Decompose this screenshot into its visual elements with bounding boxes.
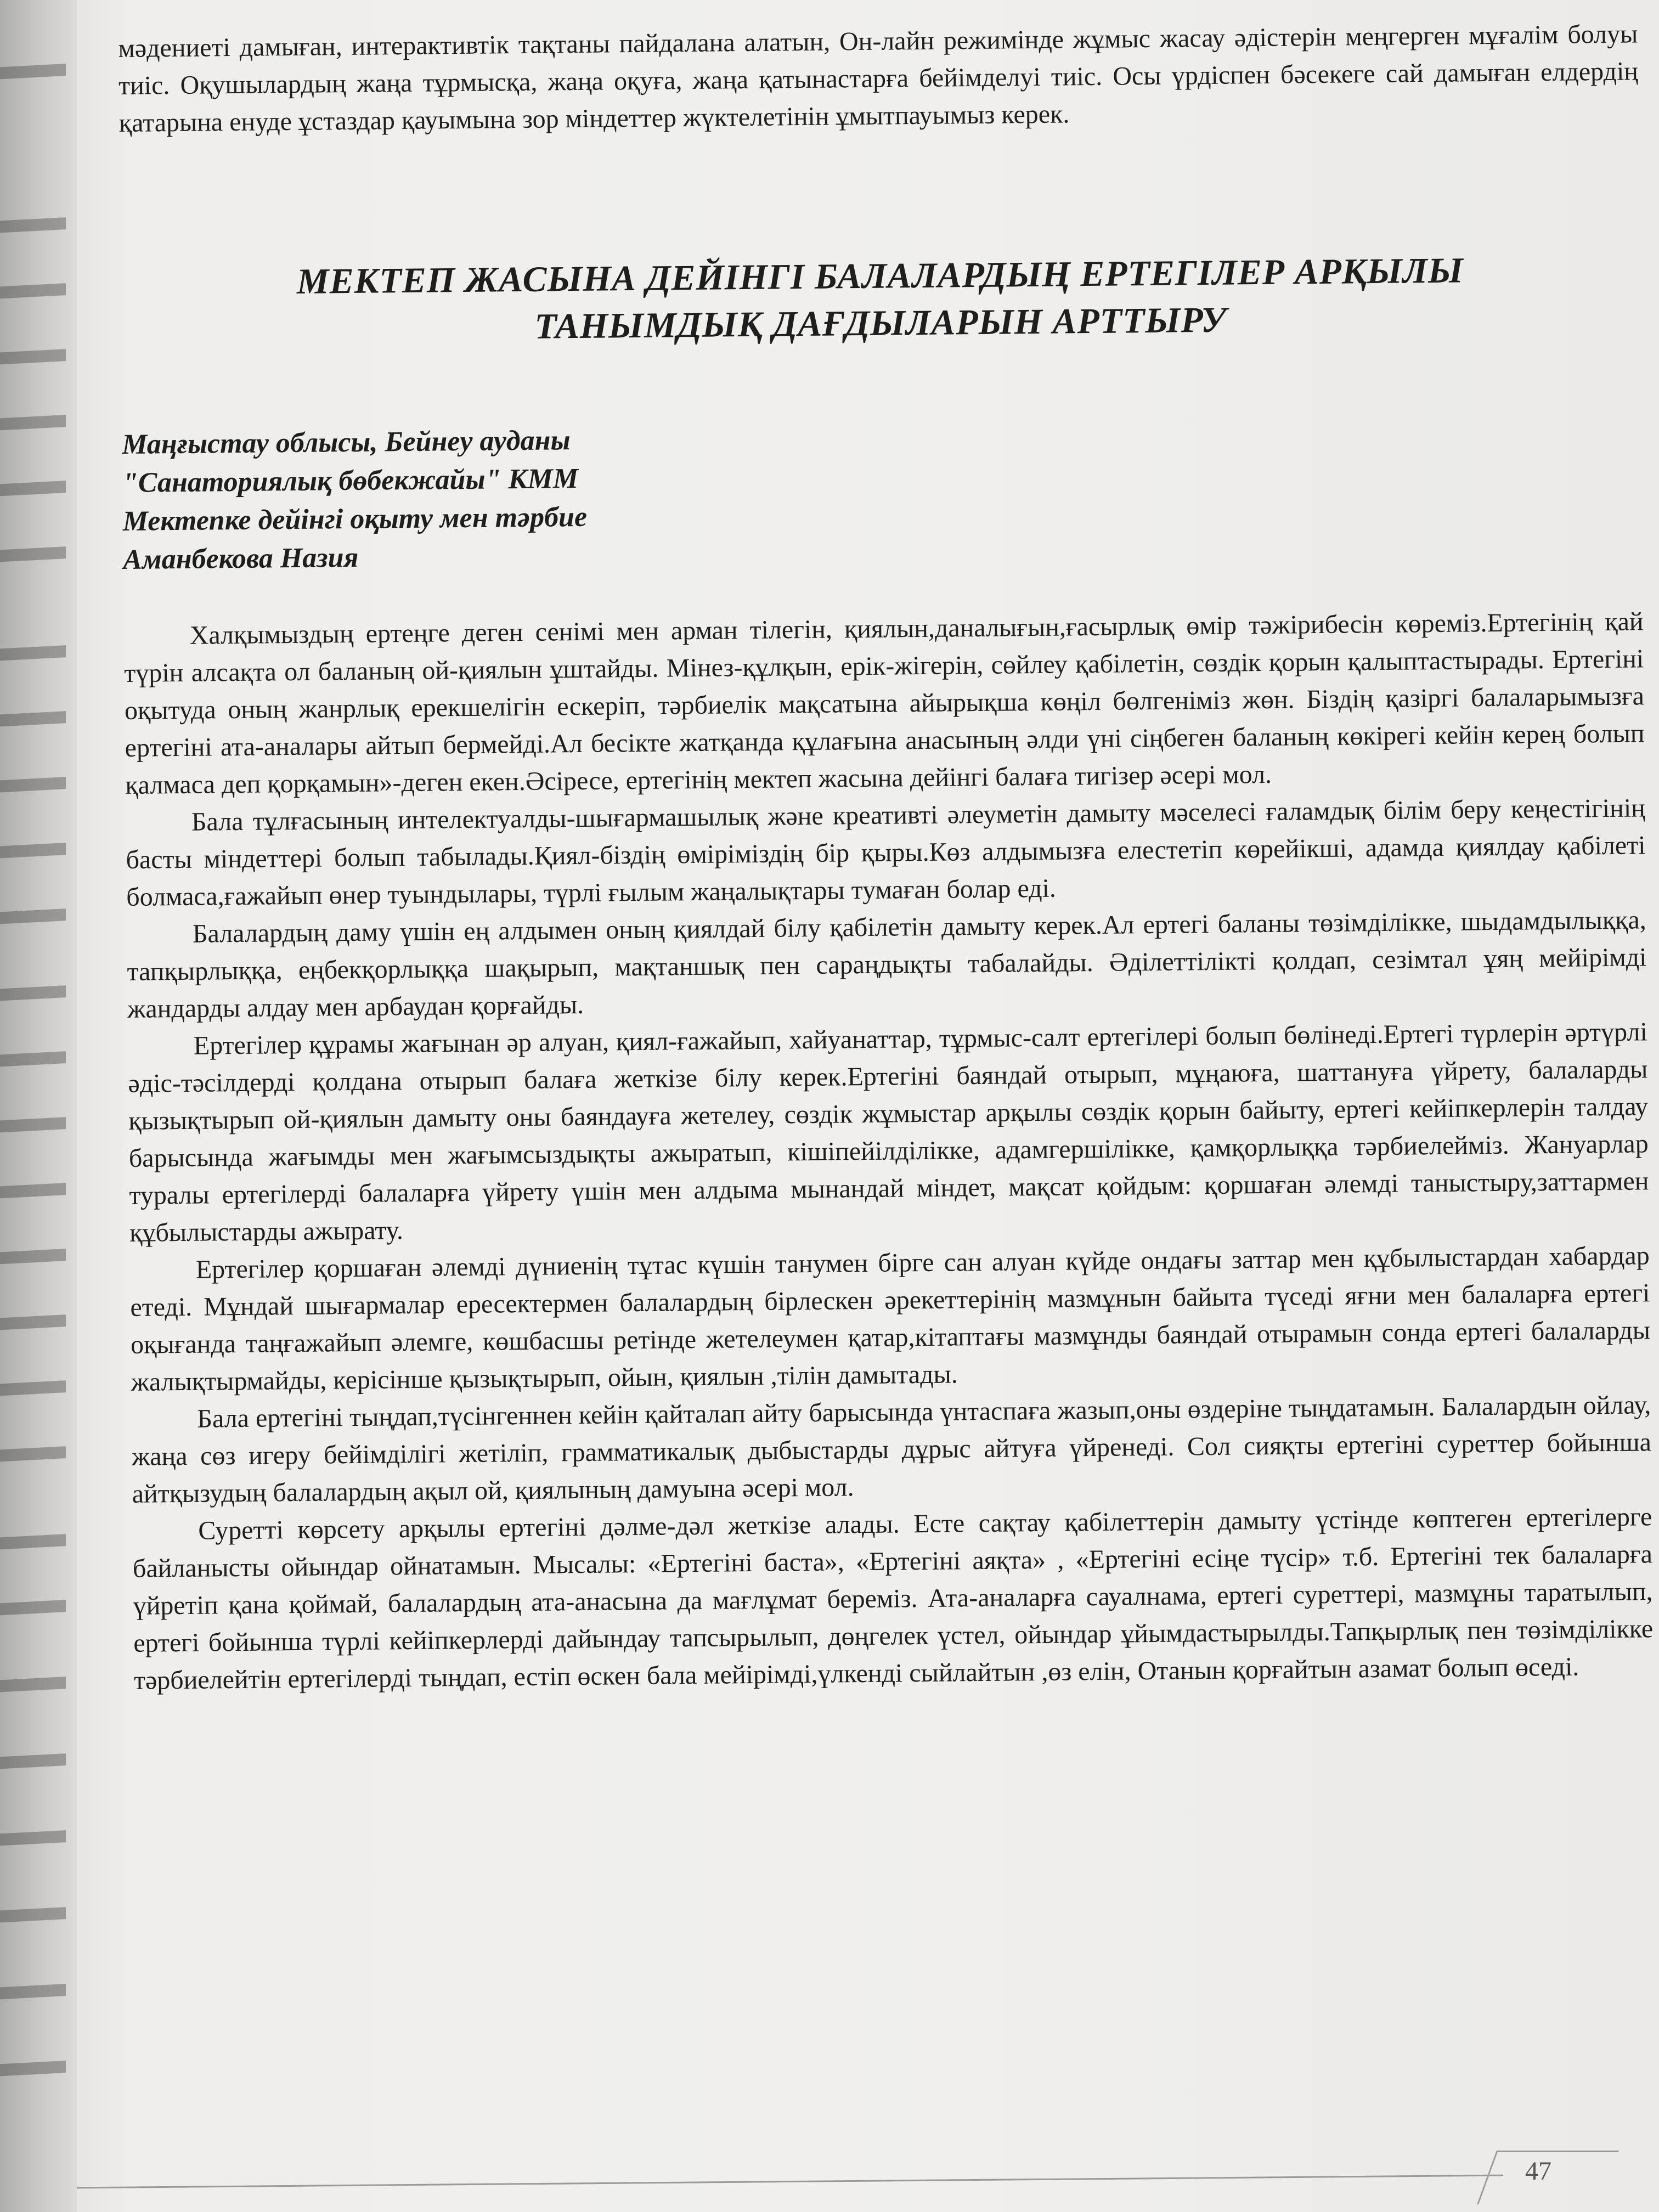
article-title-line-2: ТАНЫМДЫҚ ДАҒДЫЛАРЫН АРТТЫРУ [534,300,1227,347]
article-title-line-1: МЕКТЕП ЖАСЫНА ДЕЙІНГІ БАЛАЛАРДЫҢ ЕРТЕГІЛЕР АРҚЫЛЫ [296,250,1464,302]
body-paragraph: Бала ертегіні тыңдап,түсінгеннен кейін қайталап айту барысында үнтаспаға жазып,оны өздеріне тыңдатамын. Балалардын ойлау, жаңа сөз игеру бейімділігі жетіліп, грамматикалық дыбыстарды дұрыс айтуға үйренеді. Сол сияқты ертегіні суреттер бойынша айтқызудың балалардың ақыл ой, қиялының дамуына әсері мол. [131,1390,1652,1509]
body-paragraph: Суретті көрсету арқылы ертегіні дәлме-дәл жеткізе алады. Есте сақтау қабілеттерін дамыту үстінде көптеген ертегілерге байланысты ойындар ойнатамын. Мысалы: «Ертегіні баста», «Ертегіні аяқта» , «Ертегіні есіңе түсір» т.б. Ертегіні тек балаларға үйретіп қана қоймай, балалардың ата-анасына да мағлұмат береміз. Ата-аналарға сауалнама, ертегі суреттері, мазмұны таратылып, ертегі бойынша түрлі кейіпкерлерді дайындау тапсырылып, дөңгелек үстел, ойындар ұйымдастырылды.Тапқырлық пен төзімділікке тәрбиелейтін ертегілерді тыңдап, естіп өскен бала мейірімді,үлкенді сыйлайтын ,өз елін, Отанын қорғайтын азамат болып өседі. [132,1502,1654,1695]
author-organization: "Санаториялық бөбекжайы" КММ [122,462,579,499]
intro-paragraph: мәдениеті дамыған, интерактивтік тақтаны пайдалана алатын, Он-лайн режимінде жұмыс жасау әдістерін меңгерген мұғалім болуы тиіс. Оқушылардың жаңа тұрмысқа, жаңа оқуға, жаңа қатынастарға бейімделуі тиіс. Осы үрдіспен бәсекеге сай дамыған елдердің қатарына енуде ұстаздар қауымына зор міндеттер жүктелетінін ұмытпауымыз керек. [118,19,1639,138]
author-block [122,411,1643,579]
article-body [123,603,1654,1699]
body-paragraph: Ертегілер қоршаған әлемді дүниенің тұтас күшін танумен бірге сан алуан күйде ондағы заттар мен құбылыстардан хабардар етеді. Мұндай шығармалар ересектермен балалардың бірлескен әрекеттерінің мазмұнын байыта түседі яғни мен балаларға ертегі оқығанда таңғажайып әлемге, көшбасшы ретінде жетелеумен қатар,кітаптағы мазмұнды баяндай отырамын сонда ертегі балаларды жалықтырмайды, керісінше қызықтырып, ойын, қиялын ,тілін дамытады. [130,1241,1651,1397]
body-paragraph: Ертегілер құрамы жағынан әр алуан, қиял-ғажайып, хайуанаттар, тұрмыс-салт ертегілері болып бөлінеді.Ертегі түрлерін әртүрлі әдіс-тәсілдерді қолдана отырып балаға жеткізе білу керек.Ертегіні баяндай отырып, мұңаюға, шаттануға үйрету, балаларды қызықтырып ой-қиялын дамыту оны баяндауға жетелеу, сөздік жұмыстар арқылы сөздік қорын байыту, ертегі кейіпкерлерін талдау барысында жағымды мен жағымсыздықты ажыратып, кішіпейілділікке, адамгершілікке, қамқорлыққа тәрбиелейміз. Жануарлар туралы ертегілерді балаларға үйрету үшін мен алдыма мынандай міндет, мақсат қойдым: қоршаған әлемді таныстыру,заттармен құбылыстарды ажырату. [128,1017,1649,1248]
previous-page-edge [0,0,66,2212]
article-title [120,245,1641,354]
author-name: Аманбекова Назия [123,541,359,575]
footer-rule [77,2175,1503,2189]
author-position: Мектепке дейінгі оқыту мен тәрбие [122,501,588,537]
body-paragraph: Бала тұлғасының интелектуалды-шығармашылық және креативті әлеуметін дамыту мәселесі ғаламдық білім беру кеңестігінің басты міндеттері болып табылады.Қиял-біздің өміріміздің бір қыры.Көз алдымызға елестетіп көрейікші, адамда қиялдау қабілеті болмаса,ғажайып өнер туындылары, түрлі ғылым жаңалықтары тумаған болар еді. [126,793,1646,912]
body-paragraph: Балалардың даму үшін ең алдымен оның қиялдай білу қабілетін дамыту керек.Ал ертегі баланы төзімділікке, шыдамдылыққа, тапқырлыққа, еңбекқорлыққа шақырып, мақтаншық пен сараңдықты табалайды. Әділеттілікті қолдап, сезімтал ұяң мейірімді жандарды алдау мен арбаудан қорғайды. [127,905,1647,1024]
page-number: 47 [1525,2157,1551,2186]
intro-section [118,15,1639,142]
body-paragraph: Халқымыздың ертеңге деген сенімі мен арман тілегін, қиялын,даналығын,ғасырлық өмір тәжірибесін көреміз.Ертегінің қай түрін алсақта ол баланың ой-қиялын ұштайды. Мінез-құлқын, ерік-жігерін, сөйлеу қабілетін, сөздік қорын қалыптастырады. Ертегіні оқытуда оның жанрлық ерекшелігін ескеріп, тәрбиелік мақсатына айырықша көңіл бөлгеніміз жөн. Біздің қазіргі балаларымызға ертегіні ата-аналары айтып бермейді.Ал бесікте жатқанда құлағына анасының әлди үні сіңбеген баланың көкірегі кейін керең болып қалмаса деп қорқамын»-деген екен.Әсіресе, ертегінің мектеп жасына дейінгі балаға тигізер әсері мол. [124,607,1645,800]
page-content [118,10,1654,1699]
author-region: Маңғыстау облысы, Бейнеу ауданы [122,425,571,460]
